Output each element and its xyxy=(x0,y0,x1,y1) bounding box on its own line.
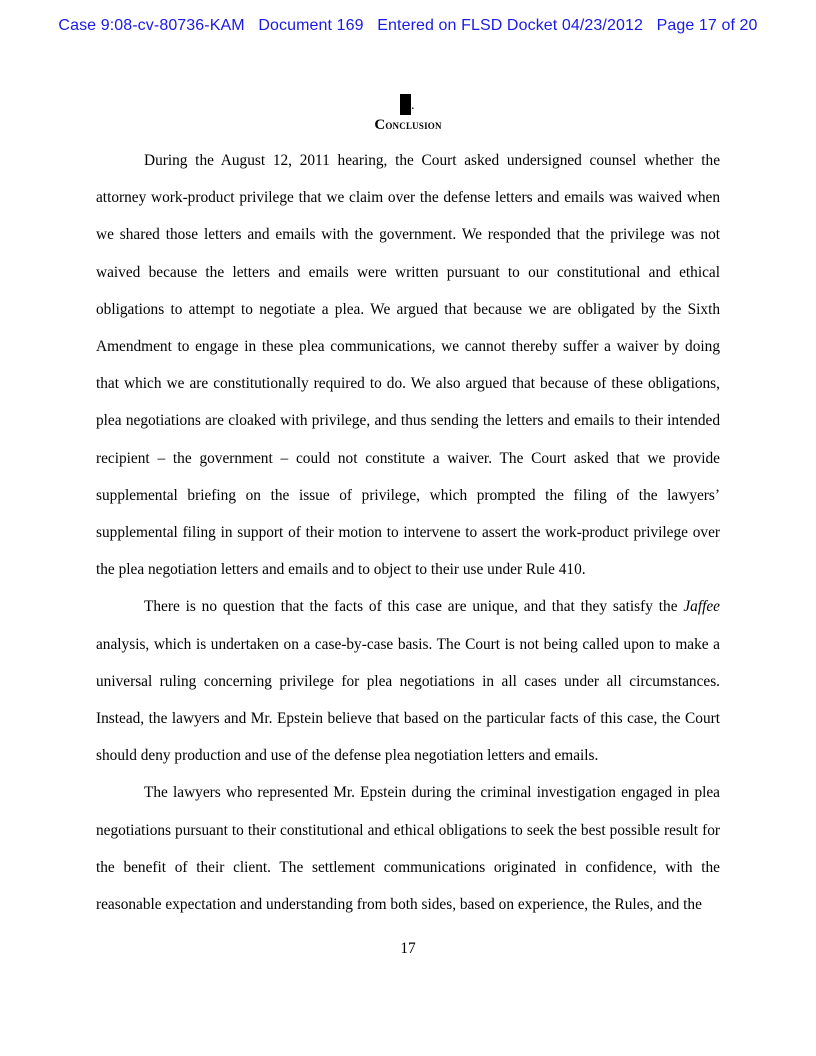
heading-initial: C xyxy=(374,117,386,133)
docket-entry: Entered on FLSD Docket 04/23/2012 xyxy=(377,17,643,34)
page-indicator: Page 17 of 20 xyxy=(656,17,758,34)
heading-rest: onclusion xyxy=(385,117,442,132)
document-body xyxy=(96,142,720,923)
paragraph-3: The lawyers who represented Mr. Epstein during the criminal investigation engaged in plea negotiations pursuant to their constitutional and ethical obligations to seek the best possible result for the benefit of their client. The settlement communications originated in confidence, with the reasonable expectation and understanding from both sides, based on experience, the Rules, and the xyxy=(96,784,720,914)
case-citation: Jaffee xyxy=(683,598,720,616)
section-number-period: . xyxy=(411,98,415,113)
docket-header xyxy=(0,17,816,35)
paragraph-2-end: analysis, which is undertaken on a case-by-case basis. The Court is not being called upon to make a universal ruling concerning privilege for plea negotiations in all cases under all circumstances. Instead, the lawyers and Mr. Epstein believe that based on the particular facts of this case, the Court should deny production and use of the defense plea negotiation letters and emails. xyxy=(96,635,720,765)
section-heading xyxy=(0,117,816,134)
redaction-box xyxy=(400,94,411,115)
case-number: Case 9:08-cv-80736-KAM xyxy=(58,17,245,34)
document-number: Document 169 xyxy=(258,17,364,34)
paragraph-2 xyxy=(96,588,720,774)
paragraph-2-start: There is no question that the facts of this case are unique, and that they satisfy the xyxy=(144,598,684,616)
page-number: 17 xyxy=(400,940,416,957)
paragraph-1: During the August 12, 2011 hearing, the Court asked undersigned counsel whether the attorney work-product privilege that we claim over the defense letters and emails was waived when we shared those letters and emails with the government. We responded that the privilege was not waived because the letters and emails were written pursuant to our constitutional and ethical obligations to attempt to negotiate a plea. We argued that because we are obligated by the Sixth Amendment to engage in these plea communications, we cannot thereby suffer a waiver by doing that which we are constitutionally required to do. We also argued that because of these obligations, plea negotiations are cloaked with privilege, and thus sending the letters and emails to their intended recipient – the government – could not constitute a waiver. The Court asked that we provide supplemental briefing on the issue of privilege, which prompted the filing of the lawyers’ supplemental filing in support of their motion to intervene to assert the work-product privilege over the plea negotiation letters and emails and to object to their use under Rule 410. xyxy=(96,152,720,579)
